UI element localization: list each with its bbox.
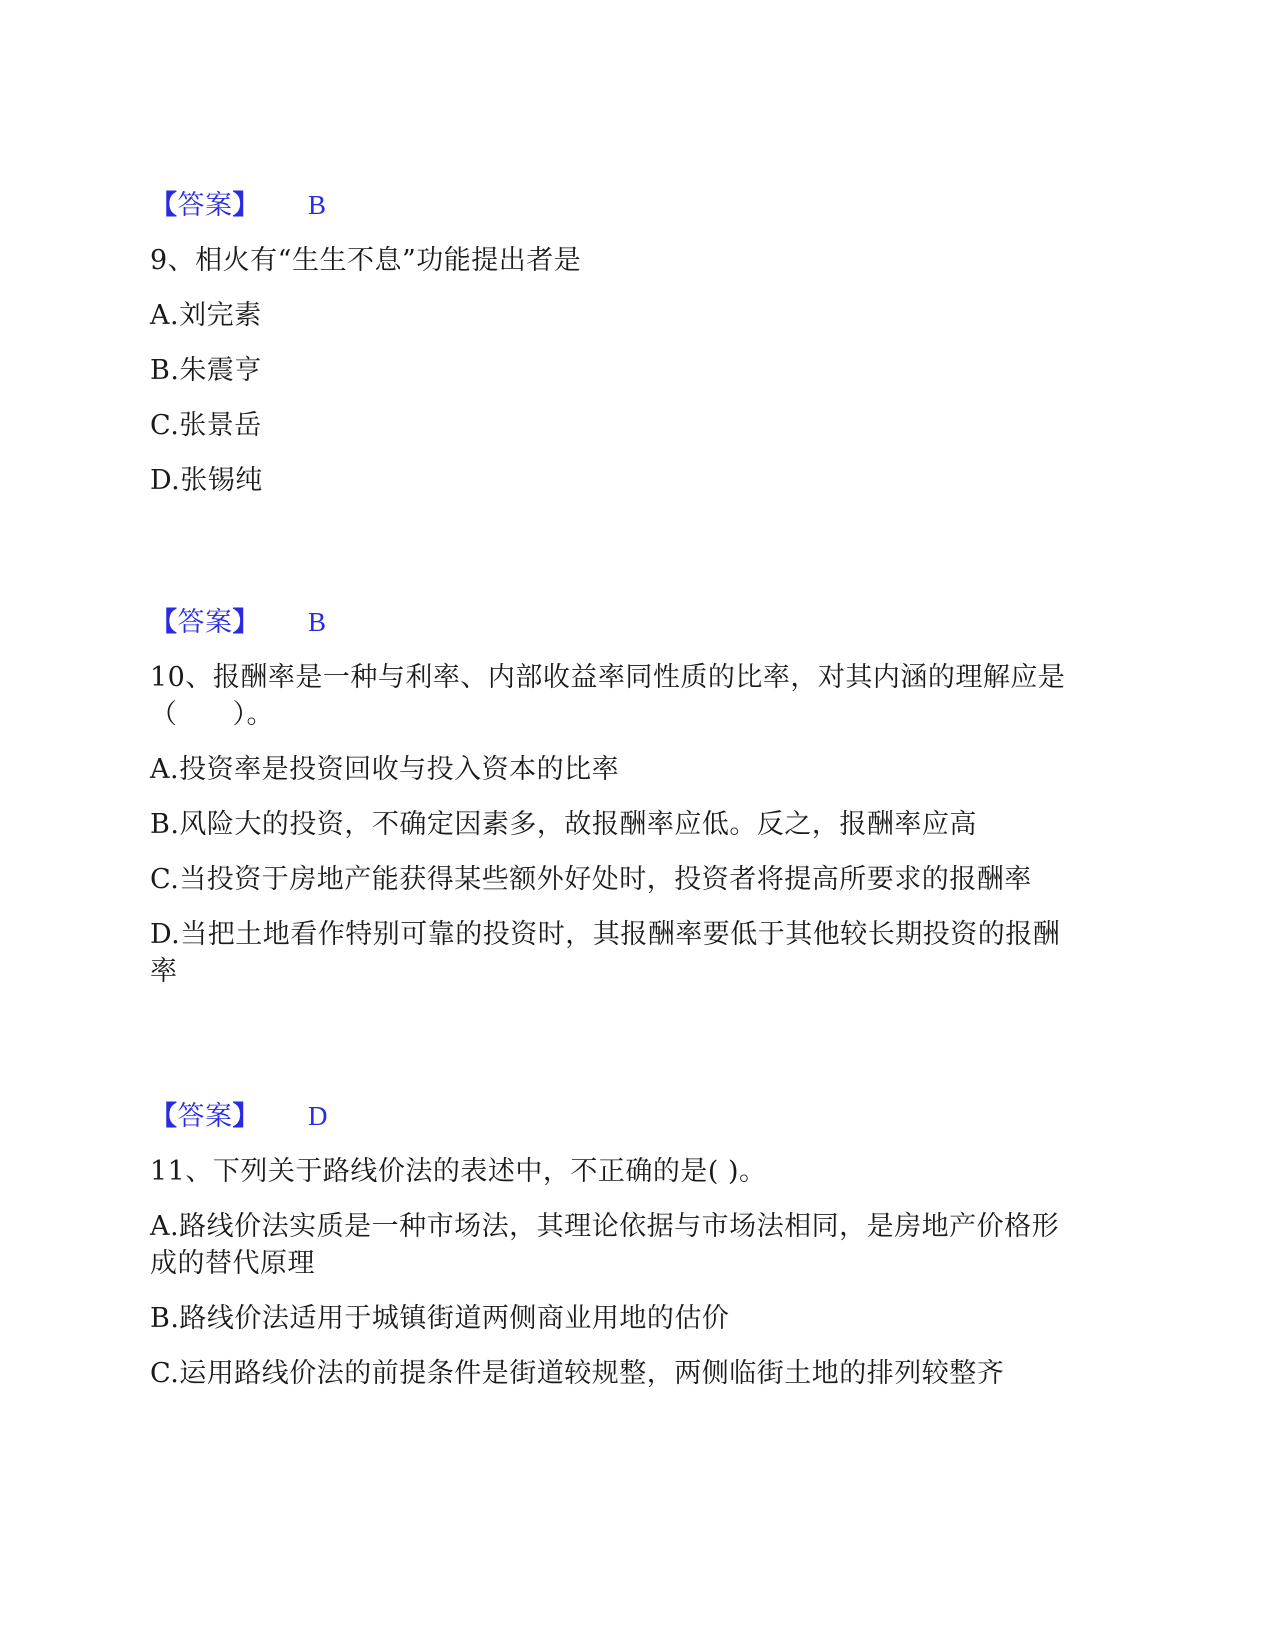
question-10-option-d-line-2: 率 <box>150 956 178 987</box>
question-10-option-b: B.风险大的投资，不确定因素多，故报酬率应低。反之，报酬率应高 <box>150 809 977 840</box>
question-9-option-b: B.朱震亨 <box>150 355 262 386</box>
answer-label: 答案 <box>177 607 233 638</box>
answer-label: 答案 <box>177 1101 233 1132</box>
question-10-text-line-1: 10、报酬率是一种与利率、内部收益率同性质的比率，对其内涵的理解应是 <box>150 662 1066 693</box>
answer-line <box>150 605 327 640</box>
answer-line <box>150 188 327 223</box>
question-9-text: 9、相火有“生生不息”功能提出者是 <box>150 245 582 276</box>
answer-value: D <box>308 1101 328 1131</box>
question-10-option-a: A.投资率是投资回收与投入资本的比率 <box>150 754 620 785</box>
answer-bracket-open: 【 <box>150 607 178 638</box>
answer-bracket-close: 】 <box>232 607 260 638</box>
question-11-option-a-line-1: A.路线价法实质是一种市场法，其理论依据与市场法相同，是房地产价格形 <box>150 1211 1060 1242</box>
answer-value: B <box>308 607 327 637</box>
question-11-text: 11、下列关于路线价法的表述中，不正确的是( )。 <box>150 1156 767 1187</box>
question-10-option-d-line-1: D.当把土地看作特别可靠的投资时，其报酬率要低于其他较长期投资的报酬 <box>150 919 1061 950</box>
question-11-option-a-line-2: 成的替代原理 <box>150 1248 315 1279</box>
question-10-text-line-2: （ ）。 <box>150 699 274 730</box>
answer-line <box>150 1099 328 1134</box>
question-10-option-c: C.当投资于房地产能获得某些额外好处时，投资者将提高所要求的报酬率 <box>150 864 1032 895</box>
question-11-option-b: B.路线价法适用于城镇街道两侧商业用地的估价 <box>150 1303 730 1334</box>
answer-label: 答案 <box>177 190 233 221</box>
answer-bracket-open: 【 <box>150 190 178 221</box>
question-11-option-c: C.运用路线价法的前提条件是街道较规整，两侧临街土地的排列较整齐 <box>150 1358 1005 1389</box>
question-9-option-a: A.刘完素 <box>150 300 262 331</box>
answer-bracket-close: 】 <box>232 190 260 221</box>
answer-bracket-close: 】 <box>232 1101 260 1132</box>
answer-bracket-open: 【 <box>150 1101 178 1132</box>
answer-value: B <box>308 190 327 220</box>
question-9-option-c: C.张景岳 <box>150 410 262 441</box>
question-9-option-d: D.张锡纯 <box>150 465 263 496</box>
